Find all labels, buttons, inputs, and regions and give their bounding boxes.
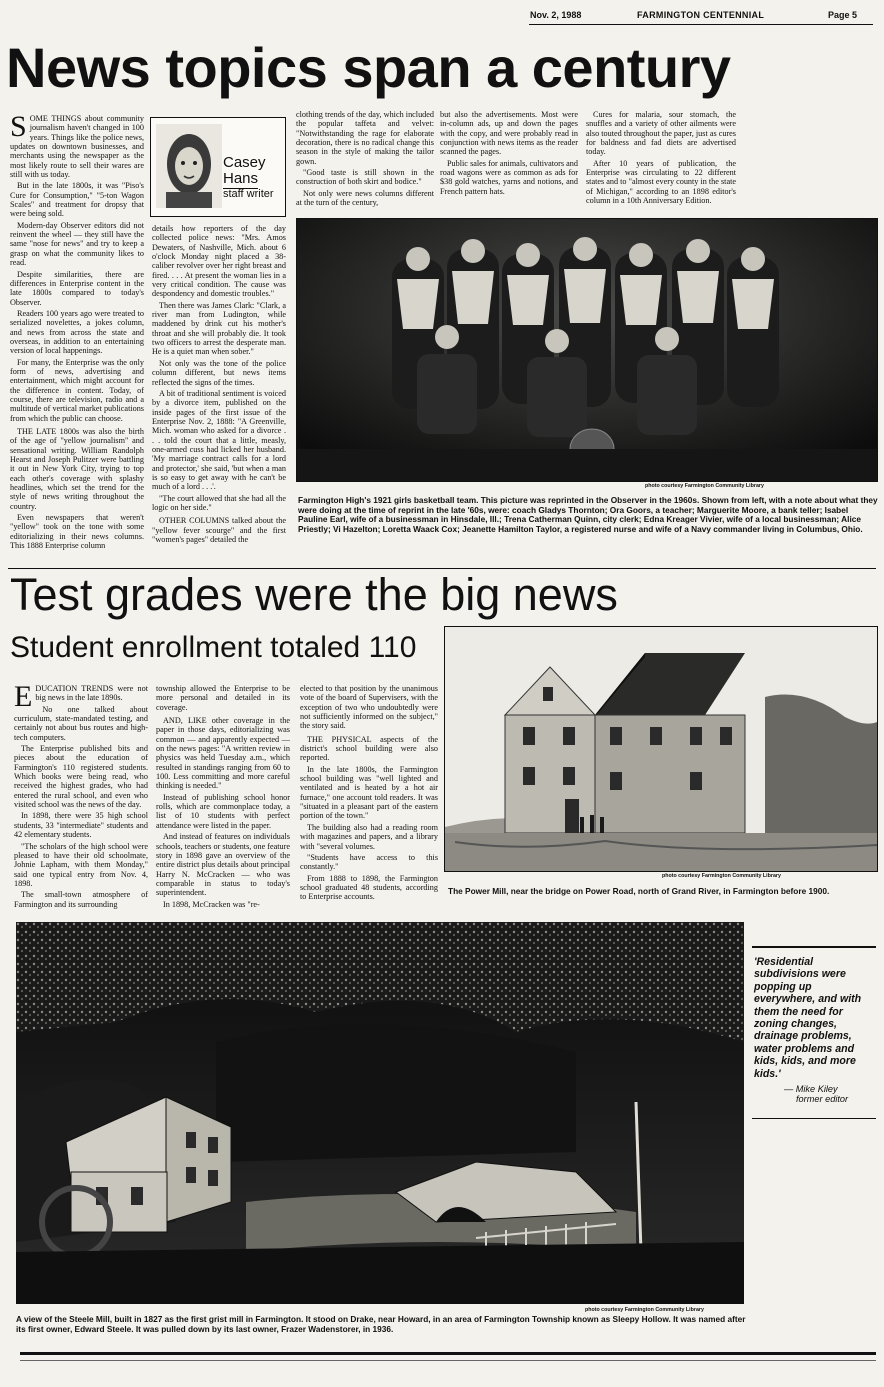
story1-paragraph: A bit of traditional sentiment is voiced by a divorce item, published on the inside pages of the first issue of the Enterprise Nov. 2, 1888: "A Greenville, Mich. woman who asked for a divorce . . . told the court that a little, measly, one-armed cuss had licked her husband. 'My marriage contract calls for a lord and protector,' she said, 'but when a man is so easy to get away with he can't be much of a lord . . .'. [152, 388, 286, 492]
story1-paragraph: Readers 100 years ago were treated to serialized novelettes, a jokes column, and news from across the state and overseas, in addition to an entertaining version of local happenings. [10, 308, 144, 356]
header-rule [529, 24, 873, 25]
story1-paragraph: For many, the Enterprise was the only form of news, advertising and entertainment, which might account for the difference in content. Today, of course, there are television, radio and a multitude of vertical market publications from which the public can choose. [10, 357, 144, 423]
issue-date: Nov. 2, 1988 [530, 10, 582, 20]
basketball-team-image [297, 219, 877, 481]
story2-paragraph: "The scholars of the high school were pleased to have their old schoolmate, Johnie Lapham, with them Monday," said one typical entry from Nov. 4, 1898. [14, 841, 148, 888]
power-mill-photo-caption: The Power Mill, near the bridge on Power Road, north of Grand River, in Farmington before 1900. [448, 886, 830, 896]
story2-paragraph: Instead of publishing school honor rolls, which are commonplace today, a list of 10 students with perfect attendance were listed in the paper. [156, 792, 290, 830]
story2-paragraph: The Enterprise published bits and pieces about the education of Farmington's 110 registered students. Which books were being read, who received the highest grades, who had entered the rural school, and even who visited school was the news of the day. [14, 744, 148, 810]
power-mill-photo [444, 626, 878, 872]
story1-paragraph: Not only was the tone of the police column different, but news items reflected the signs of the times. [152, 358, 286, 387]
story1-paragraph: After 10 years of publication, the Enterprise was circulating to 22 different states and to "almost every county in the state of Michigan," according to an 1898 editor's column in a 10th Anniversary Edition. [586, 158, 736, 206]
pullquote-attribution-name: — Mike Kiley [784, 1084, 838, 1095]
story2-paragraph: In the late 1800s, the Farmington school building was "well lighted and ventilated and is heated by a hot air furnace," one account told readers. It was "situated in a pleasant part of the eastern portion of the town." [300, 764, 438, 821]
footer-rule [20, 1352, 876, 1355]
story2-paragraph: The small-town atmosphere of Farmington and its surrounding [14, 890, 148, 909]
headline-news-topics: News topics span a century [6, 36, 731, 99]
story1-paragraph: OTHER COLUMNS talked about the "yellow fever scourge" and the first "women's pages" detailed the [152, 516, 286, 544]
story1-paragraph: Then there was James Clark: "Clark, a river man from Ludington, while maddened by drink cut his mother's throat and she will probably die. It took two officers to arrest the desperate man. He is a quiet man when sober." [152, 300, 286, 357]
pullquote-text: 'Residential subdivisions were popping up everywhere, and with them the need for zoning changes, drainage problems, water problems and kids, kids, and more kids.' [754, 956, 862, 1080]
page-number: Page 5 [828, 10, 858, 20]
story2-paragraph: And instead of features on individuals schools, teachers or students, one feature story in 1898 gave an overview of the entire district plus details about principal Harry N. McCracken — who was comparable in status to today's superintendent. [156, 832, 290, 898]
pullquote-top-rule [752, 946, 876, 948]
story1-column-2 [152, 224, 286, 566]
story1-column-3 [296, 110, 434, 218]
basketball-photo-caption: Farmington High's 1921 girls basketball team. This picture was reprinted in the Observer in the 1960s. Shown from left, with a note about what they were doing at the time of reprint in the late '60s, were: coach Gladys Thornton; Ora Goors, a teacher; Marguerite Moore, a bank teller; Isabel Pauline Earl, wife of a businessman in Hinsdale, Ill.; Trena Catherman Quinn, city clerk; Edna Kreager Vivier, wife of a local businessman; Alice Priestly; Vi Hazelton; Loretta Waack Cox; Jeanette Hamilton Taylor, a registered nurse and wife of a Navy commander living in Columbus, Ohio. [298, 495, 878, 535]
byline-first-name: Casey [223, 154, 266, 171]
story2-paragraph: "Students have access to this constantly." [300, 852, 438, 872]
story1-paragraph: Cures for malaria, sour stomach, the snuffles and a variety of other ailments were also touted throughout the paper, just as cures for baldness and fad diets are advertised today. [586, 110, 736, 157]
story1-paragraph: Modern-day Observer editors did not reinvent the wheel — they still have the same "nose for news" and try to keep a grasp on what the community likes to read. [10, 220, 144, 268]
power-mill-photo-credit: photo courtesy Farmington Community Library [662, 873, 781, 879]
story2-paragraph: township allowed the Enterprise to be more personal and detailed in its coverage. [156, 684, 290, 712]
story2-column-3 [300, 684, 438, 914]
byline-role: staff writer [223, 188, 274, 200]
story1-paragraph: Even newspapers that weren't "yellow" took on the tone with some editorializing in their news columns. This 1888 Enterprise column [10, 513, 144, 551]
story2-paragraph: AND, LIKE other coverage in the paper in those days, editorializing was common — and apparently expected — on the news pages: "A written review in physics was held Tuesday a.m., which resulted in standings ranging from 60 to 100. Less committing and more careful thinking is needed." [156, 716, 290, 791]
newspaper-name: FARMINGTON CENTENNIAL [637, 10, 765, 20]
story1-column-4 [440, 110, 578, 218]
story1-paragraph: "The court allowed that she had all the logic on her side." [152, 493, 286, 512]
story2-paragraph: THE PHYSICAL aspects of the district's school building were also reported. [300, 734, 438, 763]
headline-test-grades: Test grades were the big news [10, 569, 618, 620]
basketball-team-photo [296, 218, 878, 482]
story2-paragraph: The building also had a reading room with magazines and papers, and a library with "several volumes. [300, 822, 438, 851]
story2-paragraph: In 1898, McCracken was "re- [163, 899, 260, 909]
story1-paragraph: but also the advertisements. Most were in-column ads, up and down the pages with the copy, and were probably read in conjunction with news items as the reader scanned the pages. [440, 110, 578, 157]
steele-mill-image [16, 922, 744, 1304]
author-portrait [156, 124, 222, 208]
story2-paragraph: In 1898, there were 35 high school students, 33 "intermediate" students and 42 elementary students. [14, 811, 148, 840]
story1-paragraph: clothing trends of the day, which included the popular taffeta and velvet: "Notwithstanding the rage for elaborate decoration, there is no radical change this season in the style of making the tailor gown. [296, 110, 434, 166]
story1-paragraph: Public sales for animals, cultivators and road wagons were as common as ads for $38 gold watches, yarns and notions, and French pattern hats. [440, 158, 578, 196]
story2-paragraph: elected to that position by the unanimous vote of the board of Supervisers, with the exception of two who undoubtedly were not sufficiently informed on the subject," the story said. [300, 684, 438, 731]
byline-box [150, 117, 286, 217]
story1-paragraph: THE LATE 1800s was also the birth of the age of "yellow journalism" and sensational writing. William Randolph Hearst and Joseph Pulitzer were battling it out in New York City, trying to top each other's coverage with splashy headlines, which set the trend for the style of news writing throughout the country. [10, 427, 144, 511]
story1-column-5 [586, 110, 736, 218]
steele-mill-photo-caption: A view of the Steele Mill, built in 1827 as the first grist mill in Farmington. It stood on Drake, near Howard, in an area of Farmington Township known as Sleepy Hollow. It was named after its first owner, Edward Steele. It was pulled down by its last owner, Frazer Wadenstorer, in 1936. [16, 1314, 746, 1334]
pullquote-bottom-rule [752, 1118, 876, 1119]
story1-paragraph: Not only were news columns different at the turn of the century, [296, 188, 434, 208]
footer-rule-thin [20, 1360, 876, 1361]
steele-mill-photo-credit: photo courtesy Farmington Community Library [585, 1307, 704, 1313]
basketball-photo-credit: photo courtesy Farmington Community Library [645, 483, 764, 489]
subhead-student-enrollment: Student enrollment totaled 110 [10, 631, 417, 664]
power-mill-image [445, 627, 877, 871]
steele-mill-photo [16, 922, 744, 1304]
story2-paragraph: From 1888 to 1898, the Farmington school graduated 48 students, according to Enterprise accounts. [300, 873, 438, 902]
byline-last-name: Hans [223, 170, 259, 187]
drop-cap: S [10, 114, 27, 143]
story2-paragraph: No one talked about curriculum, state-mandated testing, and certainly not about bus routes and high-tech computers. [14, 704, 148, 742]
drop-cap: E [14, 684, 33, 713]
pullquote-attribution-role: former editor [796, 1094, 849, 1105]
pullquote [754, 956, 872, 1104]
story2-column-1 [14, 684, 148, 914]
story1-paragraph: SOME THINGS about community journalism haven't changed in 100 years. Things like the police news, updates on downtown businesses, and merchants using the newspaper as the most likely route to sell their wares are still with us today. [10, 114, 144, 180]
story1-column-1 [10, 114, 144, 566]
story1-paragraph: "Good taste is still shown in the construction of both skirt and bodice." [296, 168, 434, 187]
story1-paragraph: details how reporters of the day collected police news: "Mrs. Amos Dewaters, of Nashville, Mich. about 6 o'clock Monday night placed a 38-caliber revolver over her right breast and fired. . . . At present the woman lies in a very critical condition. The cause was despondency and domestic troubles." [152, 224, 286, 299]
story1-paragraph: Despite similarities, there are differences in Enterprise content in the late 1800s compared to today's Observer. [10, 269, 144, 307]
story2-paragraph: EDUCATION TRENDS were not big news in the late 1890s. [14, 684, 148, 713]
story1-paragraph: But in the late 1800s, it was "Piso's Cure for Consumption," "5-ton Wagon Scales" and treatment for dropsy that were being sold. [10, 181, 144, 219]
story2-column-2 [156, 684, 290, 914]
